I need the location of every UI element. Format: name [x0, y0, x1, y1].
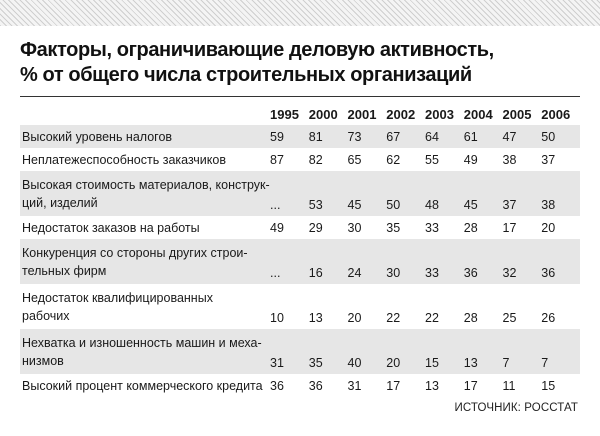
row-label: [20, 216, 270, 239]
decorative-hatched-band: [0, 0, 600, 26]
row-label-line: Недостаток заказов на работы: [22, 220, 200, 235]
table-cell: 49: [270, 220, 284, 235]
row-label: [20, 329, 270, 374]
table-cell: ...: [270, 171, 309, 216]
table-title: [20, 38, 580, 88]
table-cell: 64: [425, 125, 464, 148]
table-cell: 7: [541, 329, 580, 374]
row-label: [20, 284, 270, 329]
table-cell: 38: [541, 171, 580, 216]
table-cell: ...: [270, 239, 309, 284]
table-cell: 35: [386, 220, 401, 235]
table-cell: 73: [348, 125, 387, 148]
row-label-line: Конкуренция со стороны других строи-: [22, 245, 248, 260]
table-cell: 22: [425, 311, 439, 325]
table-cell: 67: [386, 125, 425, 148]
title-line-1: Факторы, ограничивающие деловую активность,: [20, 39, 494, 61]
table-cell: 82: [308, 152, 323, 167]
table-cell: 30: [386, 239, 425, 284]
table-cell: 33: [425, 220, 439, 235]
table-cell: 29: [308, 220, 323, 235]
table-row: [20, 171, 580, 216]
table-row: [20, 216, 580, 239]
row-label-line: Высокий уровень налогов: [22, 129, 173, 144]
row-label: [20, 148, 270, 171]
table-row: [20, 239, 580, 284]
row-label-line: рабочих: [22, 308, 70, 323]
title-line-2: % от общего числа строительных организаций: [20, 64, 472, 86]
table-cell: 20: [386, 329, 425, 374]
year-header: 2002: [386, 106, 416, 122]
year-header: 2006: [541, 106, 571, 122]
table-cell: 7: [503, 329, 542, 374]
table-cell: 38: [502, 152, 517, 167]
table-cell: 36: [308, 378, 323, 393]
table-cell: 59: [270, 125, 309, 148]
row-label-line: Высокий процент коммерческого кредита: [22, 378, 263, 393]
table-cell: 48: [425, 171, 464, 216]
table-cell: 37: [503, 171, 542, 216]
table-row: [20, 148, 580, 171]
year-header: 2000: [308, 106, 338, 122]
table-cell: 22: [386, 311, 401, 325]
table-cell: 45: [464, 171, 503, 216]
header-label-cell: [20, 103, 270, 125]
table-cell: 10: [270, 311, 284, 325]
table-cell: 37: [541, 152, 556, 167]
table-cell: 50: [541, 125, 580, 148]
table-cell: 87: [270, 152, 284, 167]
table-cell: 53: [309, 171, 348, 216]
table-row: [20, 284, 580, 329]
table-cell: 36: [270, 378, 284, 393]
source-note: ИСТОЧНИК: РОССТАТ: [454, 402, 578, 414]
year-header: 1995: [270, 106, 299, 122]
table-cell: 36: [541, 239, 580, 284]
table-cell: 31: [270, 329, 309, 374]
table-cell: 15: [425, 329, 464, 374]
table-cell: 62: [386, 152, 401, 167]
table-cell: 55: [425, 152, 439, 167]
table-cell: 36: [464, 239, 503, 284]
table-cell: 33: [425, 239, 464, 284]
year-header: 2001: [347, 106, 377, 122]
row-label: [20, 125, 270, 148]
table-cell: 26: [541, 311, 556, 325]
row-label-line: Высокая стоимость материалов, конструк-: [22, 177, 270, 192]
table-cell: 13: [464, 329, 503, 374]
table-row: [20, 329, 580, 374]
year-header: 2004: [463, 106, 493, 122]
row-label-line: Недостаток квалифицированных: [22, 290, 213, 305]
table-cell: 17: [463, 378, 478, 393]
table-cell: 11: [502, 378, 516, 393]
row-label-line: тельных фирм: [22, 263, 107, 278]
table-cell: 40: [348, 329, 387, 374]
table-row: [20, 125, 580, 148]
row-label-line: Нехватка и изношенность машин и меха-: [22, 335, 262, 350]
title-divider: [20, 96, 580, 97]
year-header: 2003: [425, 106, 454, 122]
table-cell: 13: [308, 311, 323, 325]
table-cell: 28: [463, 311, 478, 325]
table-cell: 30: [347, 220, 362, 235]
year-header: 2005: [502, 106, 532, 122]
row-label: [20, 239, 270, 284]
table-cell: 13: [425, 378, 439, 393]
table-cell: 47: [503, 125, 542, 148]
table-cell: 20: [347, 311, 362, 325]
data-table: [20, 103, 580, 397]
table-row: [20, 374, 580, 397]
table-cell: 20: [541, 220, 556, 235]
table-cell: 81: [309, 125, 348, 148]
row-label-line: ций, изделий: [22, 195, 98, 210]
table-cell: 16: [309, 239, 348, 284]
row-label-line: Неплатежеспособность заказчиков: [22, 152, 226, 167]
table-cell: 50: [386, 171, 425, 216]
table-cell: 61: [464, 125, 503, 148]
row-label-line: низмов: [22, 353, 64, 368]
table-cell: 35: [309, 329, 348, 374]
table-cell: 49: [463, 152, 478, 167]
table-cell: 45: [348, 171, 387, 216]
row-label: [20, 171, 270, 216]
table-cell: 25: [502, 311, 517, 325]
table-cell: 32: [503, 239, 542, 284]
table-cell: 24: [348, 239, 387, 284]
table-cell: 28: [463, 220, 478, 235]
row-label: [20, 374, 270, 397]
table-cell: 65: [347, 152, 362, 167]
table-cell: 15: [541, 378, 556, 393]
table-cell: 31: [347, 378, 362, 393]
table-cell: 17: [502, 220, 517, 235]
header-row: [20, 103, 580, 125]
table-cell: 17: [386, 378, 401, 393]
